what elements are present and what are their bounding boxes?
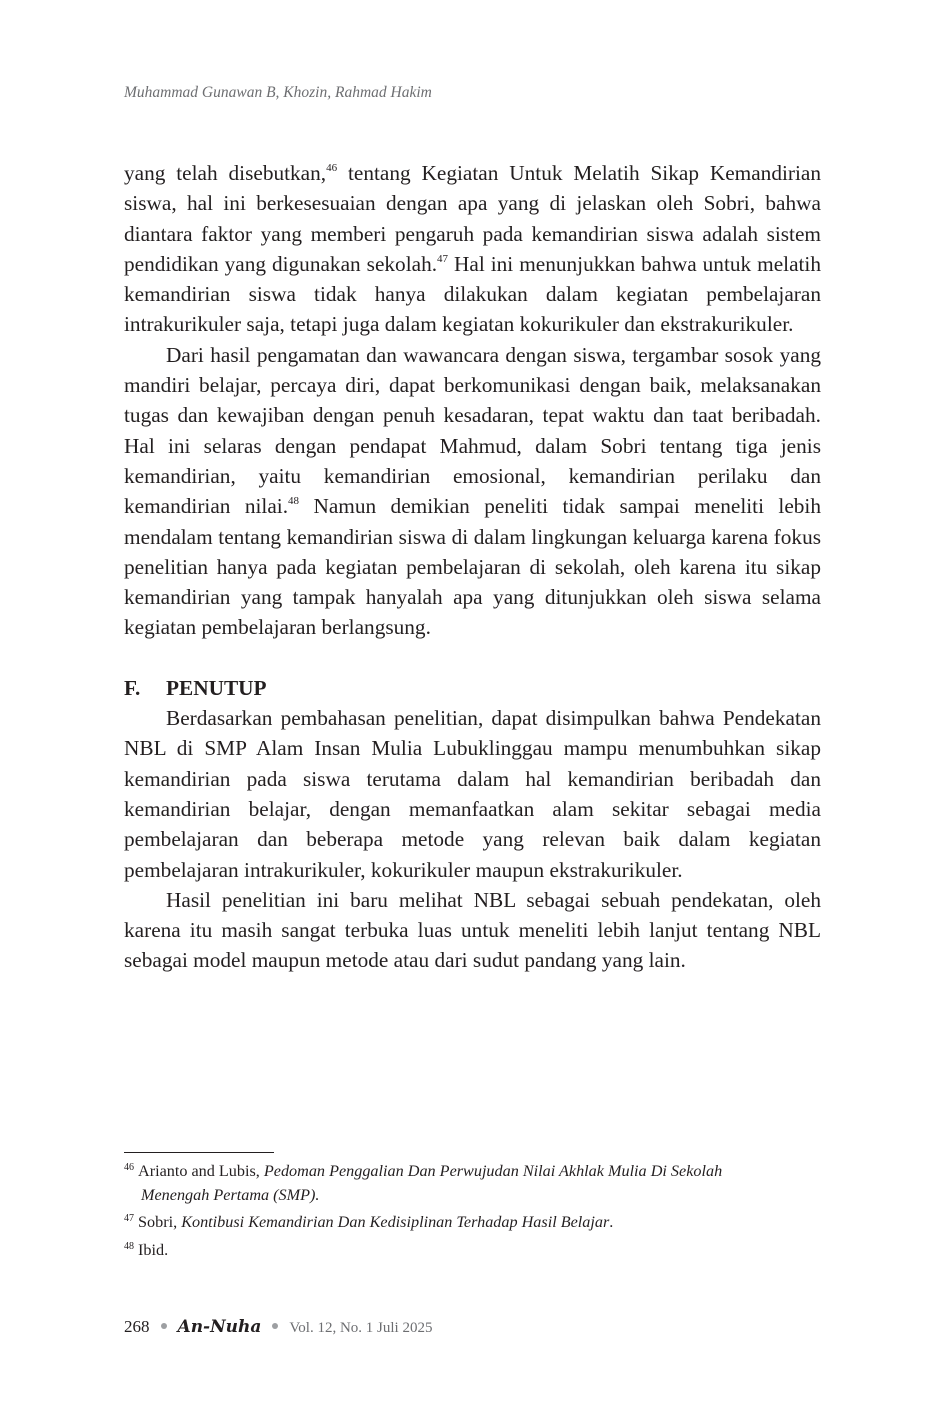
footnote-ref-47[interactable]: 47 [437,252,449,265]
footnote-46: $^{46}$ Arianto and Lubis, Pedoman Penggalian Dan Perwujudan Nilai Akhlak Mulia Di Sekolah Menengah Pertama (SMP). [124,1162,723,1204]
page-number: 268 [124,1317,150,1336]
paragraph-2: Dari hasil pengamatan dan wawancara dengan siswa, tergambar sosok yang mandiri belajar, percaya diri, dapat berkomunikasi dengan baik, melaksanakan tugas dan kewajiban dengan penuh kesadaran, tepat waktu dan taat beribadah. Hal ini selaras dengan pendapat Mahmud, dalam Sobri tentang tiga jenis kemandirian, yaitu kemandirian emosional, kemandirian perilaku dan kemandirian nilai.$^{48}$ Namun demikian peneliti tidak sampai meneliti lebih mendalam tentang kemandirian siswa di dalam lingkungan keluarga karena fokus penelitian hanya pada kegiatan pembelajaran di sekolah, oleh karena itu sikap kemandirian yang tampak hanyalah apa yang ditunjukkan oleh siswa selama kegiatan pembelajaran berlangsung. [124,342,821,640]
footnote-divider [124,1152,274,1153]
running-head-authors: Muhammad Gunawan B, Khozin, Rahmad Hakim [124,84,432,101]
paragraph-1: yang telah disebutkan,$^{46}$ tentang Kegiatan Untuk Melatih Sikap Kemandirian siswa, hal ini berkesesuaian dengan apa yang di jelaskan oleh Sobri, bahwa diantara faktor yang memberi pengaruh pada kemandirian siswa adalah sistem pendidikan yang digunakan sekolah.$^{47}$ Hal ini menunjukkan bahwa untuk melatih kemandirian siswa tidak hanya dilakukan dalam kegiatan pembelajaran intrakurikuler saja, tetapi juga dalam kegiatan kokurikuler dan ekstrakurikuler. [124,161,821,337]
volume-info: Vol. 12, No. 1 Juli 2025 [289,1320,433,1336]
section-title: PENUTUP [166,675,267,700]
journal-logo: An-Nuha [177,1317,262,1337]
paragraph-4: Hasil penelitian ini baru melihat NBL sebagai sebuah pendekatan, oleh karena itu masih sangat terbuka luas untuk meneliti lebih lanjut tentang NBL sebagai model maupun metode atau dari sudut pandang yang lain. [124,887,821,973]
footnote-ref-46[interactable]: 46 [326,162,338,174]
footnote-ref-48[interactable]: 48 [288,495,300,508]
bullet-dot-icon [272,1323,278,1329]
footnote-47: $^{47}$ Sobri, Kontibusi Kemandirian Dan Kedisiplinan Terhadap Hasil Belajar. [124,1213,614,1231]
footnote-48: $^{48}$ Ibid. [124,1240,169,1259]
paragraph-3: Berdasarkan pembahasan penelitian, dapat disimpulkan bahwa Pendekatan NBL di SMP Alam Insan Mulia Lubuklinggau mampu menumbuhkan sikap kemandirian pada siswa terutama dalam hal kemandirian beribadah dan kemandirian belajar, dengan memanfaatkan alam sekitar sebagai media pembelajaran dan beberapa metode yang relevan baik dalam kegiatan pembelajaran intrakurikuler, kokurikuler maupun ekstrakurikuler. [124,706,821,882]
page-footer [124,1317,432,1337]
bullet-dot-icon [161,1323,167,1329]
section-heading [124,673,821,703]
footnotes [124,1160,821,1266]
article-body [124,158,821,976]
section-number: F. [124,675,141,700]
